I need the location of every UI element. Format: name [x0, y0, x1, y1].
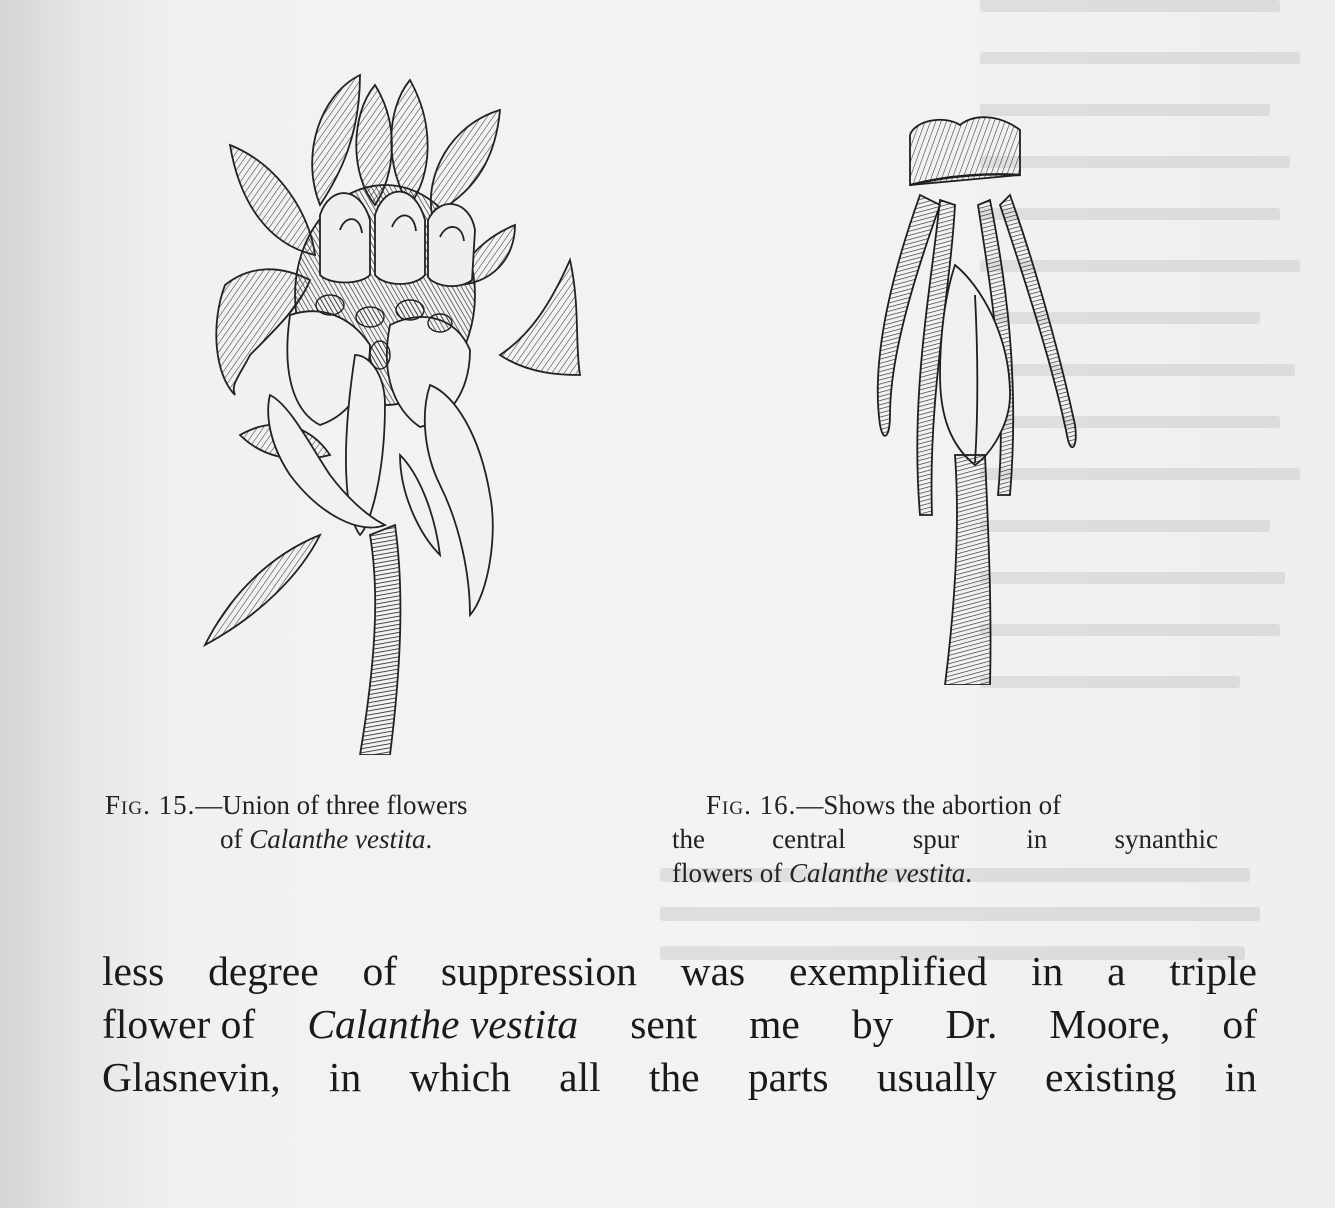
word: usually	[876, 1054, 997, 1100]
word: exemplified	[789, 948, 988, 994]
triple-flower-engraving	[170, 55, 610, 755]
caption-suffix: .	[425, 824, 433, 854]
aborted-spur-engraving	[860, 95, 1100, 685]
word: Moore,	[1049, 1001, 1171, 1047]
word: Glasnevin,	[102, 1054, 281, 1100]
figure-15-label: Fig. 15.	[105, 790, 196, 820]
word: me	[749, 1001, 800, 1047]
word: in	[1031, 948, 1064, 994]
caption-word: the	[672, 824, 705, 854]
word: triple	[1169, 948, 1257, 994]
figure-16-illustration	[860, 95, 1100, 685]
body-paragraph	[102, 945, 1257, 1104]
figure-16-caption	[672, 788, 1222, 890]
word: suppression	[440, 948, 637, 994]
body-line-2	[102, 998, 1257, 1051]
figure-15-caption	[105, 788, 625, 856]
caption-prefix: flowers of	[672, 858, 789, 888]
caption-prefix: of	[220, 824, 250, 854]
word: Dr.	[945, 1001, 998, 1047]
word: of	[362, 948, 398, 994]
figure-16-label: Fig. 16.	[706, 790, 797, 820]
figure-16-caption-line-1	[672, 788, 1222, 822]
caption-word: central	[772, 824, 846, 854]
word: flower of	[102, 1001, 256, 1047]
figure-15-caption-text: —Union of three flowers	[195, 790, 468, 820]
species-name: Calanthe vestita	[307, 1001, 579, 1047]
word: the	[648, 1054, 700, 1100]
caption-word: synanthic	[1114, 824, 1218, 854]
figure-15-illustration	[170, 55, 610, 755]
word: was	[680, 948, 746, 994]
figure-16-caption-line-2	[672, 822, 1218, 856]
figure-15-caption-line-1	[105, 788, 625, 822]
figure-16-caption-line-3	[672, 856, 1222, 890]
word: degree	[208, 948, 319, 994]
word: a	[1107, 948, 1126, 994]
figure-16-caption-text: —Shows the abortion of	[796, 790, 1062, 820]
word: in	[1224, 1054, 1257, 1100]
word: less	[102, 948, 165, 994]
body-line-3	[102, 1051, 1257, 1104]
word: which	[409, 1054, 511, 1100]
caption-suffix: .	[965, 858, 972, 888]
word: existing	[1044, 1054, 1177, 1100]
caption-word: spur	[912, 824, 960, 854]
word: parts	[747, 1054, 829, 1100]
caption-word: in	[1026, 824, 1048, 854]
species-name: Calanthe vestita	[788, 858, 966, 888]
word: of	[1222, 1001, 1257, 1047]
word: by	[851, 1001, 894, 1047]
figure-15-caption-line-2	[105, 822, 625, 856]
word: in	[328, 1054, 362, 1100]
word: sent	[630, 1001, 698, 1047]
word: all	[559, 1054, 601, 1100]
species-name: Calanthe vestita	[249, 824, 426, 854]
body-line-1	[102, 945, 1257, 998]
